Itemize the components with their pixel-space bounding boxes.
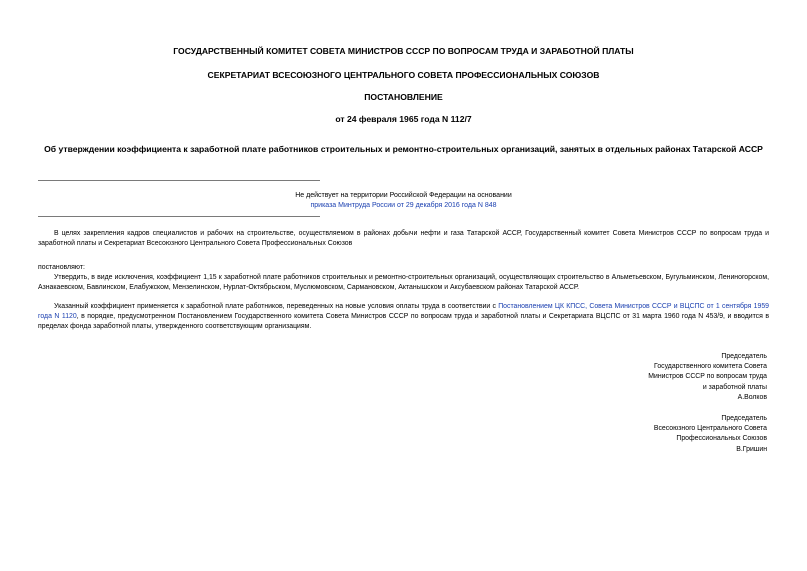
- signature-2-line: Председатель: [721, 415, 767, 422]
- signature-1-line: Государственного комитета Совета: [654, 363, 767, 371]
- resolve-word: постановляют:: [38, 264, 85, 271]
- repeal-order-link[interactable]: приказа Минтруда России от 29 декабря 2016 года N 848: [310, 202, 497, 209]
- signature-1-name: А.Волков: [737, 393, 767, 401]
- document-type: ПОСТАНОВЛЕНИЕ: [364, 92, 443, 102]
- signature-1-line: Министров СССР по вопросам труда: [648, 373, 767, 381]
- signature-block-2: [547, 414, 767, 455]
- signature-2-name: В.Гришин: [736, 445, 767, 453]
- resolution-1959-link[interactable]: Постановлением ЦК КПСС, Совета Министров СССР и ВЦСПС от 1 сентября 1959 года N 1120: [38, 303, 770, 320]
- point-2-text-before: Указанный коэффициент применяется к заработной плате работников, переведенных на новые условия оплаты труда в соответствии с: [54, 303, 499, 310]
- signature-2-line: Всесоюзного Центрального Совета: [653, 425, 767, 433]
- issuer-heading-2: СЕКРЕТАРИАТ ВСЕСОЮЗНОГО ЦЕНТРАЛЬНОГО СОВЕТА ПРОФЕССИОНАЛЬНЫХ СОЮЗОВ: [207, 70, 600, 80]
- signature-1-line: Председатель: [721, 353, 767, 360]
- point-2-paragraph: [38, 302, 769, 332]
- signature-1-line: и заработной платы: [702, 383, 767, 391]
- divider-bottom: [38, 216, 320, 217]
- signature-2-line: Профессиональных Союзов: [676, 435, 767, 443]
- status-notice-text: Не действует на территории Российской Федерации на основании: [295, 192, 512, 199]
- status-notice: [200, 191, 607, 211]
- divider-top: [38, 180, 320, 181]
- point-1-paragraph: Утвердить, в виде исключения, коэффициент 1,15 к заработной плате работников строительных и ремонтно-строительных организаций, осуществляющих строительство в Альметьевском, Бугульминском, Лениногорском, Азнакаевском, Бавлинском, Елабужском, Мензелинском, Нурлат-Октябрьском, Муслюмовском, Сармановском, Актанышском и Аксубаевском районах Татарской АССР.: [38, 274, 769, 291]
- point-2-text-after: , в порядке, предусмотренном Постановлением Государственного комитета Совета Министров СССР по вопросам труда и заработной платы и Секретариата ВЦСПС от 31 марта 1960 года N 453/9, и вводится в пределах фонда заработной платы, утвержденного соответствующим организациям.: [38, 313, 769, 330]
- signature-block-1: [547, 352, 767, 403]
- document-date-number: от 24 февраля 1965 года N 112/7: [335, 114, 472, 124]
- issuer-heading-1: ГОСУДАРСТВЕННЫЙ КОМИТЕТ СОВЕТА МИНИСТРОВ СССР ПО ВОПРОСАМ ТРУДА И ЗАРАБОТНОЙ ПЛАТЫ: [173, 46, 634, 56]
- document-title: Об утверждении коэффициента к заработной плате работников строительных и ремонтно-строительных организаций, занятых в отдельных районах Татарской АССР: [44, 144, 763, 154]
- preamble-paragraph: В целях закрепления кадров специалистов и рабочих на строительстве, осуществляемом в районах добычи нефти и газа Татарской АССР, Государственный комитет Совета Министров СССР по вопросам труда и заработной платы и Секретариат Всесоюзного Центрального Совета Профессиональных Союзов: [38, 230, 769, 247]
